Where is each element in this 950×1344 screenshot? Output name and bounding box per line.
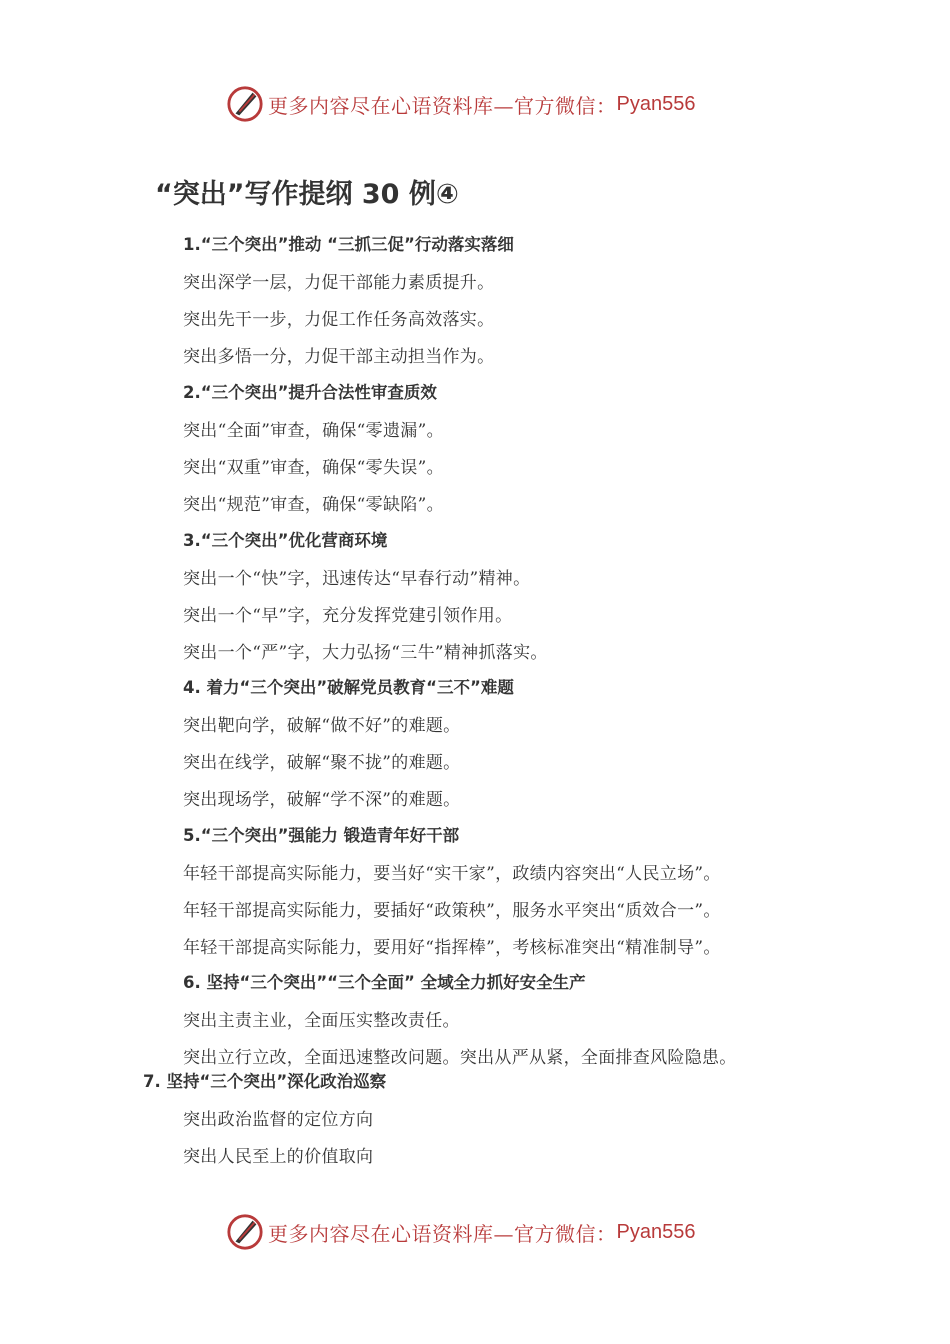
section-5-line-1: 年轻干部提高实际能力，要当好“实干家”，政绩内容突出“人民立场”。 xyxy=(183,864,721,884)
section-heading-2: 2.“三个突出”提升合法性审查质效 xyxy=(183,383,437,402)
quill-logo-icon xyxy=(226,85,264,123)
header-banner xyxy=(226,84,746,124)
section-heading-7: 7. 坚持“三个突出”深化政治巡察 xyxy=(143,1072,387,1091)
section-heading-3: 3.“三个突出”优化营商环境 xyxy=(183,531,388,550)
section-1-line-1: 突出深学一层，力促干部能力素质提升。 xyxy=(183,273,495,293)
section-4-line-1: 突出靶向学，破解“做不好”的难题。 xyxy=(183,716,461,736)
section-7-line-1: 突出政治监督的定位方向 xyxy=(183,1110,374,1130)
section-4-line-3: 突出现场学，破解“学不深”的难题。 xyxy=(183,790,461,810)
section-2-line-3: 突出“规范”审查，确保“零缺陷”。 xyxy=(183,495,444,515)
section-heading-6: 6. 坚持“三个突出”“三个全面” 全域全力抓好安全生产 xyxy=(183,973,586,992)
banner-wechat-id: Pyan556 xyxy=(616,92,696,115)
document-title: “突出”写作提纲 30 例④ xyxy=(155,179,459,210)
section-3-line-2: 突出一个“早”字，充分发挥党建引领作用。 xyxy=(183,606,513,626)
section-1-line-3: 突出多悟一分，力促干部主动担当作为。 xyxy=(183,347,495,367)
section-3-line-1: 突出一个“快”字，迅速传达“早春行动”精神。 xyxy=(183,569,531,589)
section-heading-4: 4. 着力“三个突出”破解党员教育“三不”难题 xyxy=(183,678,514,697)
banner-wechat-id: Pyan556 xyxy=(616,1220,696,1243)
banner-text: 更多内容尽在心语资料库—官方微信： xyxy=(268,93,617,118)
section-2-line-2: 突出“双重”审查，确保“零失误”。 xyxy=(183,458,444,478)
section-5-line-3: 年轻干部提高实际能力，要用好“指挥棒”，考核标准突出“精准制导”。 xyxy=(183,938,721,958)
section-3-line-3: 突出一个“严”字，大力弘扬“三牛”精神抓落实。 xyxy=(183,643,548,663)
section-6-line-1: 突出主责主业，全面压实整改责任。 xyxy=(183,1011,460,1031)
section-6-line-2: 突出立行立改，全面迅速整改问题。突出从严从紧，全面排查风险隐患。 xyxy=(183,1048,737,1068)
section-1-line-2: 突出先干一步，力促工作任务高效落实。 xyxy=(183,310,495,330)
footer-banner xyxy=(226,1212,746,1252)
section-2-line-1: 突出“全面”审查，确保“零遗漏”。 xyxy=(183,421,444,441)
quill-logo-icon xyxy=(226,1213,264,1251)
banner-text: 更多内容尽在心语资料库—官方微信： xyxy=(268,1221,617,1246)
section-5-line-2: 年轻干部提高实际能力，要插好“政策秧”，服务水平突出“质效合一”。 xyxy=(183,901,721,921)
section-heading-1: 1.“三个突出”推动 “三抓三促”行动落实落细 xyxy=(183,235,514,254)
section-4-line-2: 突出在线学，破解“聚不拢”的难题。 xyxy=(183,753,461,773)
section-7-line-2: 突出人民至上的价值取向 xyxy=(183,1147,374,1167)
section-heading-5: 5.“三个突出”强能力 锻造青年好干部 xyxy=(183,826,460,845)
